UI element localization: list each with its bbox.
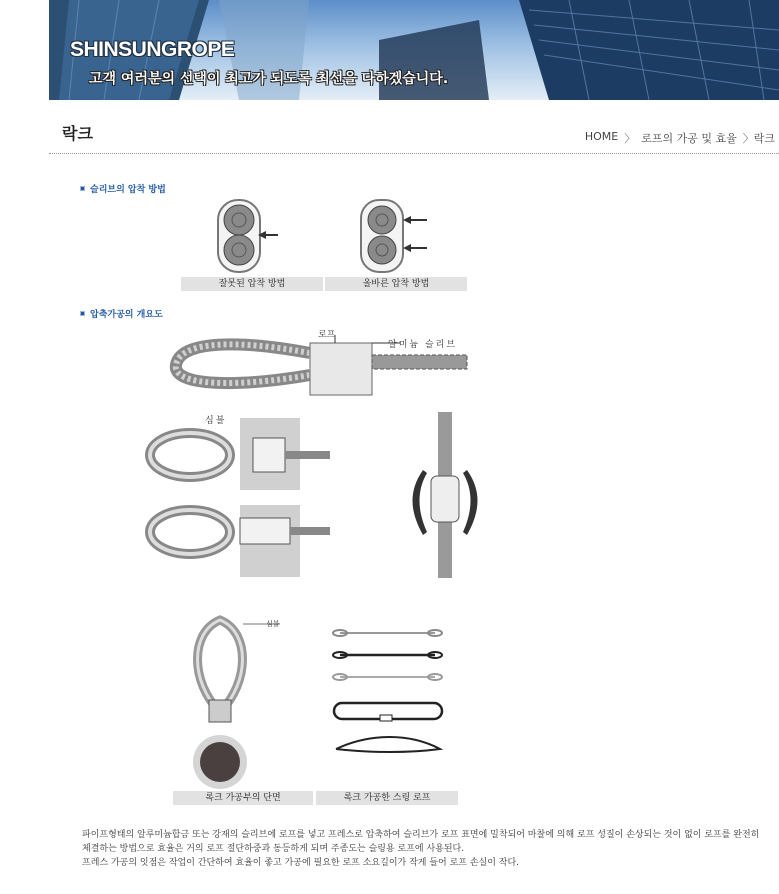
press-die-diagram: [405, 410, 485, 580]
bullet-icon: [80, 186, 85, 191]
header-banner: [49, 0, 779, 100]
description-paragraph: 파이프형태의 알루미늄합금 또는 강재의 슬리브에 로프를 넣고 프레스로 압축하여 슬리브가 로프 표면에 밀착되어 마찰에 의해 로프 성질이 손상되는 것이 없이 로프를 완전히 체결하는 방법으로 효율은 거의 로프 절단하중과 동등하게 되며 주종도는 슬링용 로프에 사용된다.: [82, 830, 760, 854]
correct-press-diagram: [355, 198, 435, 276]
caption-cross-section: 록크 가공부의 단면: [173, 791, 313, 805]
bullet-icon: [80, 311, 85, 316]
label-thimble-small: 심블: [266, 620, 280, 628]
section-title-sleeve: [80, 182, 166, 195]
section-title-text: 슬리브의 압착 방법: [90, 185, 166, 195]
breadcrumb-home[interactable]: HOME: [584, 130, 619, 143]
label-thimble: 심블: [205, 416, 227, 426]
description-paragraph: 프레스 가공의 잇점은 작업이 간단하여 효율이 좋고 가공에 필요한 로프 소요길이가 작게 들어 로프 손실이 작다.: [82, 858, 520, 868]
section-title-text: 압축가공의 개요도: [90, 310, 163, 320]
label-aluminum-sleeve: 알미늄 슬리브: [388, 340, 458, 350]
label-rope: 로프: [318, 330, 336, 340]
section-title-overview: [80, 307, 163, 320]
caption-wrong-method: 잘못된 압착 방법: [181, 277, 323, 291]
wrong-press-diagram: [210, 198, 280, 276]
sling-rope-diagram: [330, 625, 445, 760]
description-text: [82, 828, 762, 870]
thimble-press-diagram: [145, 410, 335, 580]
page-title: 락크: [62, 124, 93, 143]
slogan: 고객 여러분의 선택이 최고가 되도록 최선을 다하겠습니다.: [89, 71, 449, 87]
caption-correct-method: 올바른 압착 방법: [325, 277, 467, 291]
caption-sling-rope: 록크 가공한 스링 로프: [316, 791, 458, 805]
breadcrumb-separator: 〉: [624, 132, 636, 145]
breadcrumb: [585, 130, 775, 146]
brand-logo: SHINSUNGROPE: [70, 38, 235, 61]
breadcrumb-processing[interactable]: 로프의 가공 및 효율: [641, 132, 737, 145]
title-divider: [49, 153, 779, 154]
lock-cross-section-diagram: [185, 612, 285, 792]
breadcrumb-current: 〉락크: [742, 132, 775, 145]
